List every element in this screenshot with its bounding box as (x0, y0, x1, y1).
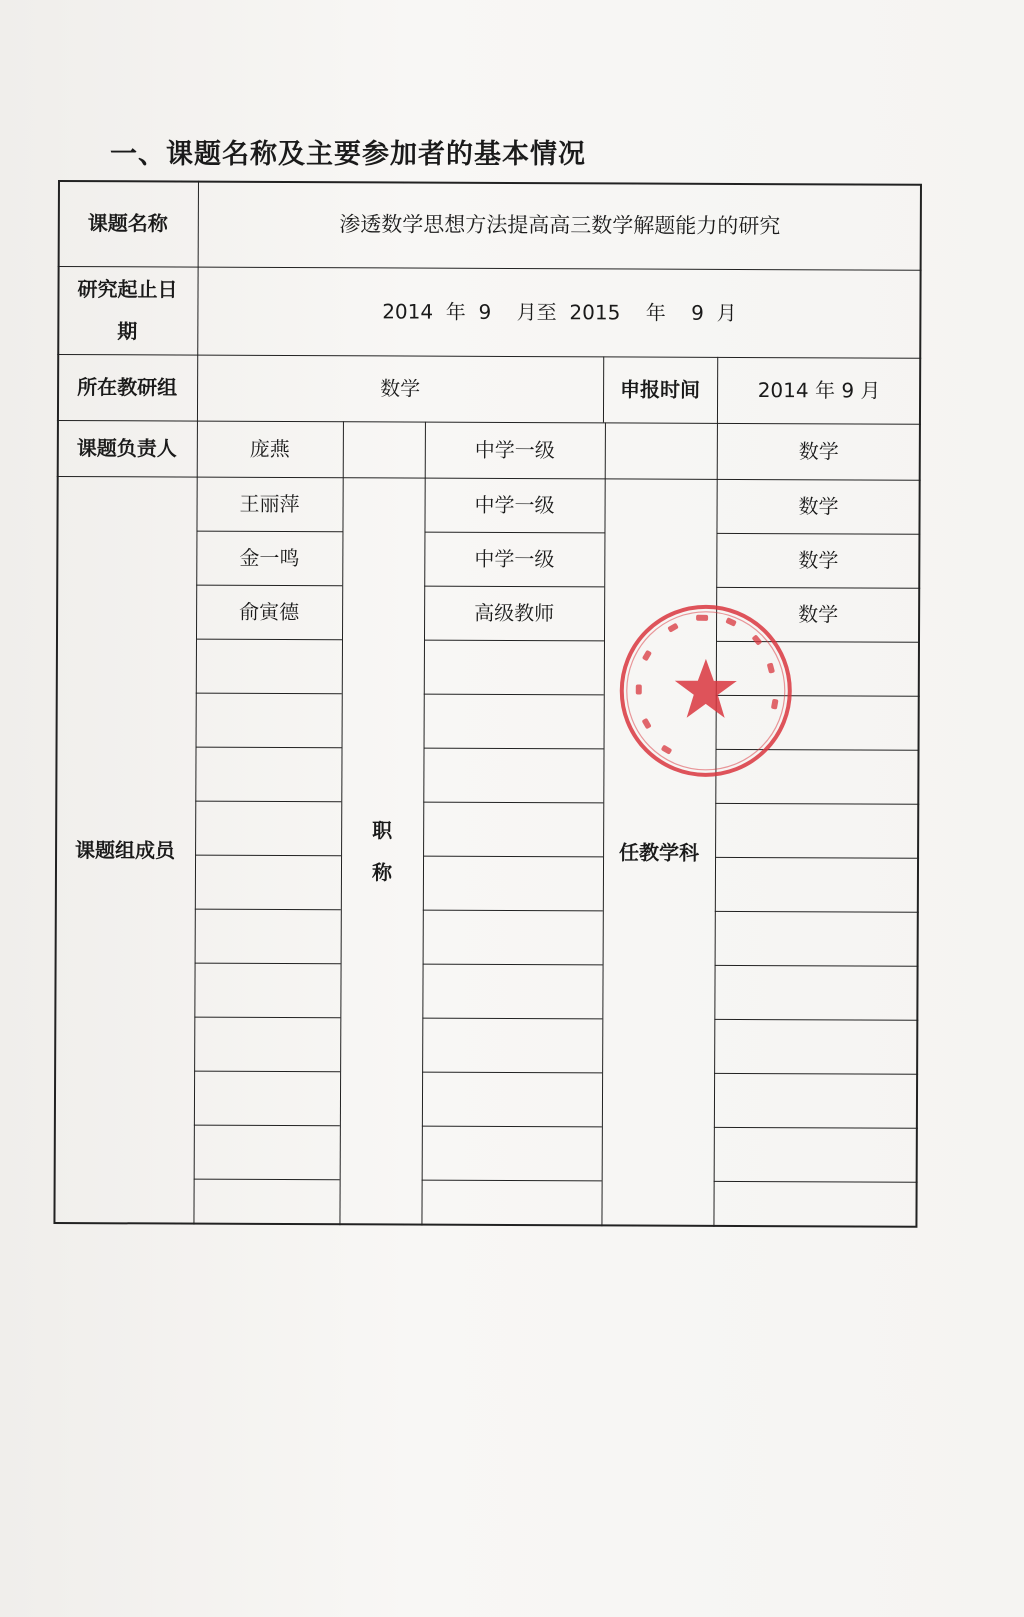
member-subject: 数学 (798, 548, 839, 573)
member-name: 金一鸣 (239, 545, 300, 571)
period-label-line2: 期 (117, 319, 138, 344)
section-heading: 一、课题名称及主要参加者的基本情况 (110, 139, 586, 170)
leader-subject: 数学 (798, 439, 839, 464)
member-subject: 数学 (798, 494, 839, 519)
member-title: 中学一级 (474, 492, 555, 518)
group-value: 数学 (380, 376, 421, 401)
group-label: 所在教研组 (77, 375, 178, 400)
seal-star-icon (675, 659, 737, 718)
topic-value: 渗透数学思想方法提高高三数学解题能力的研究 (339, 212, 781, 239)
member-name: 俞寅德 (239, 599, 300, 625)
title-header-char2: 称 (371, 860, 393, 885)
apply-date-value: 2014 年 9 月 (757, 378, 881, 403)
subject-column-header: 任教学科 (619, 840, 700, 865)
topic-label: 课题名称 (87, 211, 168, 236)
title-column-header (339, 477, 424, 1225)
official-seal-stamp (615, 600, 796, 781)
apply-date-label: 申报时间 (620, 377, 701, 402)
leader-title: 中学一级 (474, 437, 555, 463)
member-subject: 数学 (798, 602, 839, 627)
member-title: 高级教师 (474, 600, 555, 626)
period-label-line1: 研究起止日 (77, 277, 178, 302)
member-title: 中学一级 (474, 546, 555, 572)
member-name: 王丽萍 (239, 491, 300, 517)
period-label (57, 266, 197, 355)
leader-label: 课题负责人 (76, 436, 177, 461)
leader-name: 庞燕 (249, 436, 290, 462)
project-info-table (53, 180, 922, 1228)
period-value: 2014 年 9 月至 2015 年 9 月 (382, 299, 737, 325)
title-header-char1: 职 (372, 818, 393, 843)
members-label: 课题组成员 (75, 838, 176, 863)
